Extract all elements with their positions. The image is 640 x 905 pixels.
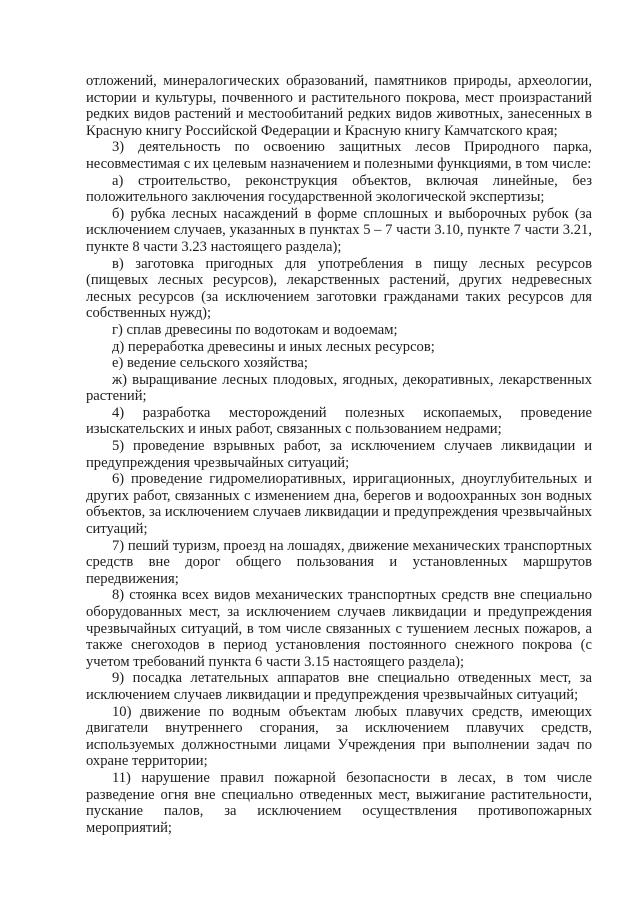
paragraph-item-8: 8) стоянка всех видов механических транспортных средств вне специально оборудованных мест, за исключением случаев ликвидации и предупреждения чрезвычайных ситуаций, в том числе связанных с тушением лесных пожаров, а также снегоходов в период установления постоянного снежного покрова (с учетом требований пункта 6 части 3.15 настоящего раздела); — [86, 587, 592, 670]
paragraph-item-6: 6) проведение гидромелиоративных, ирригационных, дноуглубительных и других работ, связанных с изменением дна, берегов и водоохранных зон водных объектов, за исключением случаев ликвидации и предупреждения чрезвычайных ситуаций; — [86, 471, 592, 538]
paragraph-subitem-d: д) переработка древесины и иных лесных ресурсов; — [112, 338, 435, 355]
paragraph-subitem-v: в) заготовка пригодных для употребления в пищу лесных ресурсов (пищевых лесных ресурсов), лекарственных растений, других недревесных лесных ресурсов (за исключением заготовки гражданами таких ресурсов для собственных нужд); — [86, 255, 592, 322]
paragraph-item-5: 5) проведение взрывных работ, за исключением случаев ликвидации и предупреждения чрезвычайных ситуаций; — [86, 438, 592, 471]
paragraph-subitem-e: е) ведение сельского хозяйства; — [112, 355, 308, 372]
paragraph-continuation: отложений, минералогических образований, памятников природы, археологии, истории и культуры, почвенного и растительного покрова, мест произрастаний редких видов растений и местообитаний редких видов животных, занесенных в Красную книгу Российской Федерации и Красную книгу Камчатского края; — [86, 73, 592, 139]
paragraph-subitem-a: а) строительство, реконструкция объектов, включая линейные, без положительного заключения государственной экологической экспертизы; — [86, 172, 592, 206]
paragraph-item-9: 9) посадка летательных аппаратов вне специально отведенных мест, за исключением случаев ликвидации и предупреждения чрезвычайных ситуаций; — [86, 670, 592, 703]
paragraph-item-4: 4) разработка месторождений полезных ископаемых, проведение изыскательских и иных работ, связанных с пользованием недрами; — [86, 404, 592, 438]
paragraph-subitem-b: б) рубка лесных насаждений в форме сплошных и выборочных рубок (за исключением случаев, указанных в пунктах 5 – 7 части 3.10, пункте 7 части 3.21, пункте 8 части 3.23 настоящего раздела); — [86, 205, 592, 255]
paragraph-subitem-g: г) сплав древесины по водотокам и водоемам; — [112, 321, 398, 338]
paragraph-subitem-zh: ж) выращивание лесных плодовых, ягодных, декоративных, лекарственных растений; — [86, 371, 592, 405]
paragraph-item-10: 10) движение по водным объектам любых плавучих средств, имеющих двигатели внутреннего сгорания, за исключением плавучих средств, используемых должностными лицами Учреждения при выполнении задач по охране территории; — [86, 703, 592, 770]
document-page — [86, 73, 592, 836]
paragraph-item-11: 11) нарушение правил пожарной безопасности в лесах, в том числе разведение огня вне специально отведенных мест, выжигание растительности, пускание палов, за исключением осуществления противопожарных мероприятий; — [86, 769, 592, 836]
paragraph-item-3: 3) деятельность по освоению защитных лесов Природного парка, несовместимая с их целевым назначением и полезными функциями, в том числе: — [86, 139, 592, 172]
paragraph-item-7: 7) пеший туризм, проезд на лошадях, движение механических транспортных средств вне дорог общего пользования и установленных маршрутов передвижения; — [86, 537, 592, 587]
